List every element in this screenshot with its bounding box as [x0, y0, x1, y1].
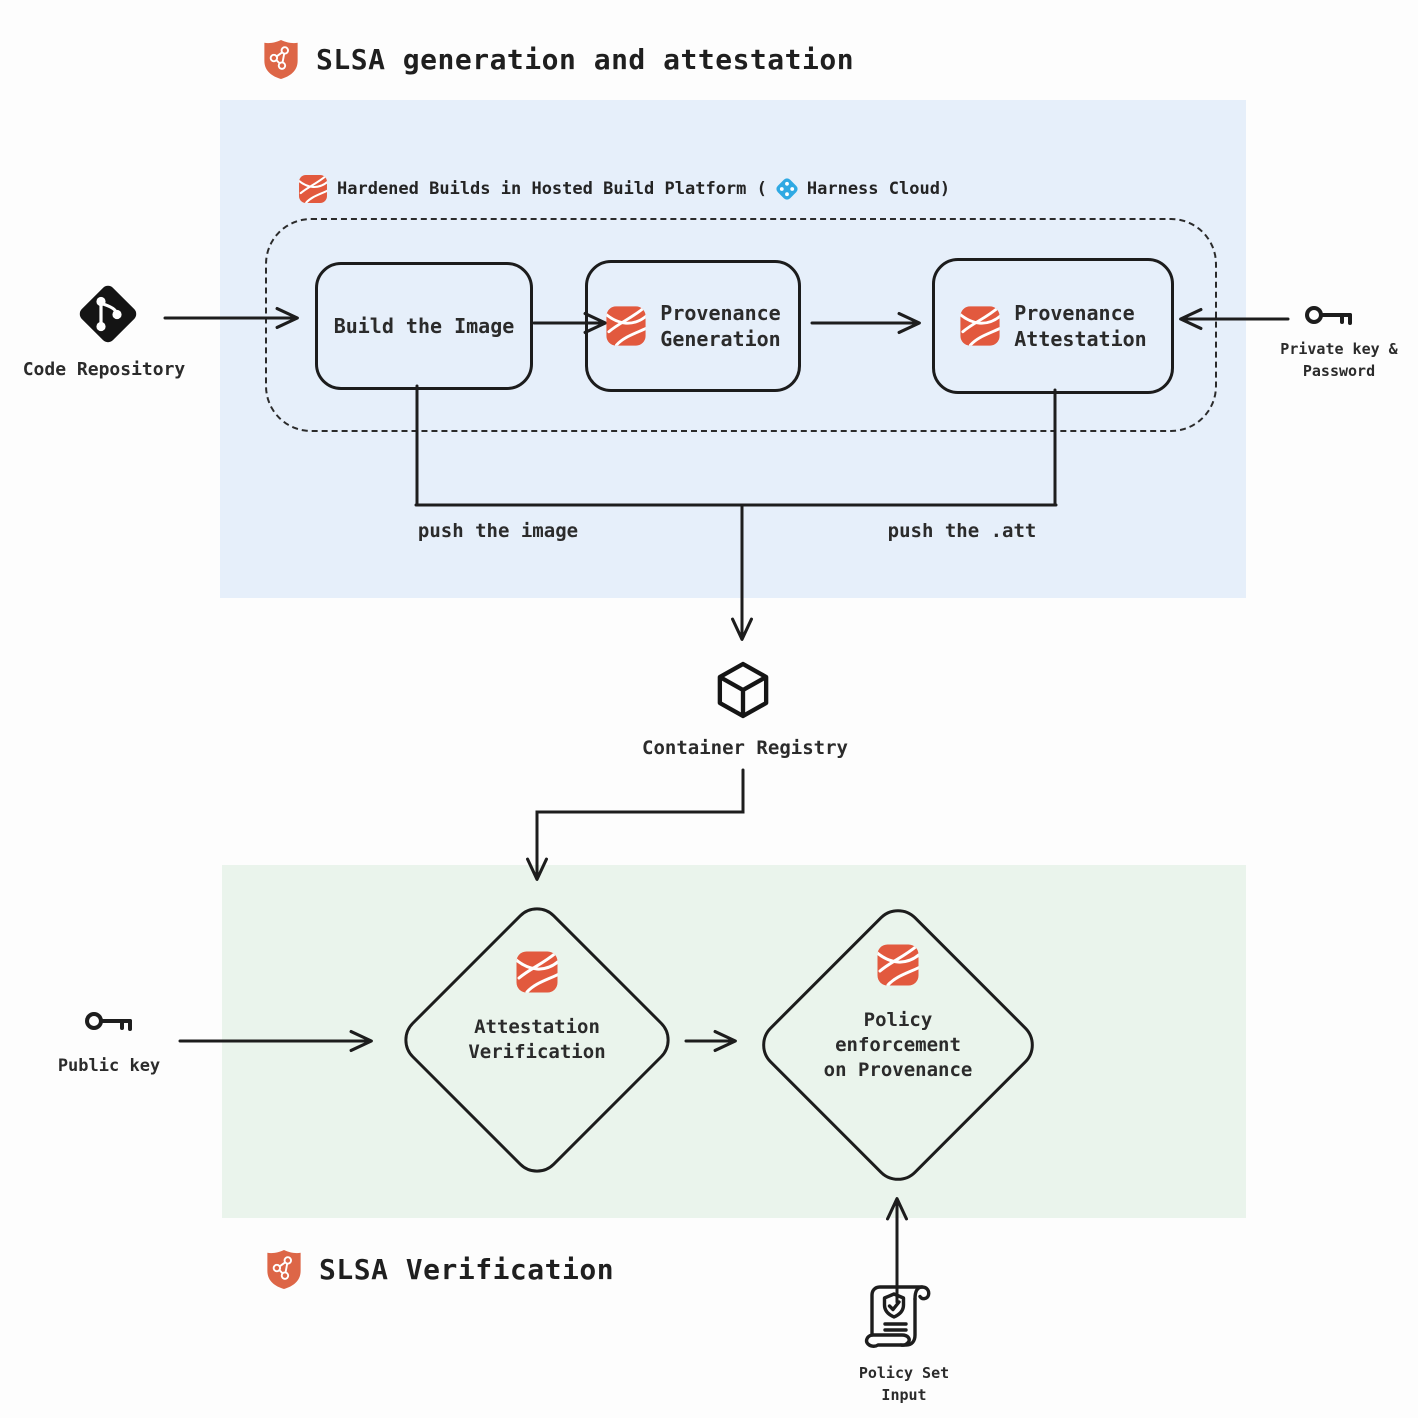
verification-title-text: SLSA Verification: [319, 1252, 615, 1286]
platform-label-suffix: Harness Cloud): [806, 179, 951, 199]
harness-icon: [605, 305, 647, 347]
platform-label: [298, 174, 950, 204]
private-key-label: Private key & Password: [1280, 340, 1398, 380]
node-build-image: [315, 262, 533, 390]
harness-icon: [959, 305, 1001, 347]
container-registry-label: Container Registry: [642, 737, 848, 759]
provenance-attestation-label: Provenance Attestation: [1014, 301, 1147, 351]
verification-panel: [222, 865, 1246, 1218]
container-registry-cube-icon: [716, 660, 770, 720]
node-provenance-attestation: [932, 258, 1174, 394]
platform-label-prefix: Hardened Builds in Hosted Build Platform (: [337, 179, 767, 199]
verification-title: [265, 1248, 614, 1290]
public-key-label: Public key: [57, 1056, 161, 1076]
build-image-label: Build the Image: [333, 314, 515, 338]
attestation-verification-label: Attestation Verification: [468, 1016, 606, 1063]
private-key-icon: [1304, 302, 1356, 329]
policy-scroll-icon: [858, 1278, 938, 1356]
node-provenance-generation: [585, 260, 801, 392]
slsa-shield-icon: [262, 38, 300, 80]
harness-icon: [876, 943, 920, 987]
git-icon: [74, 280, 142, 348]
slsa-shield-icon: [265, 1248, 303, 1290]
policy-enforcement-label: Policy enforcement on Provenance: [823, 1009, 973, 1081]
push-image-label: push the image: [417, 520, 579, 542]
push-att-label: push the .att: [887, 520, 1037, 542]
code-repository-label: Code Repository: [22, 359, 186, 380]
generation-title: [262, 38, 854, 80]
harness-icon: [515, 950, 559, 994]
arrow-registry-to-verification: [537, 770, 743, 878]
harness-icon: [298, 174, 328, 204]
public-key-icon: [84, 1008, 136, 1035]
generation-title-text: SLSA generation and attestation: [316, 42, 855, 76]
harness-cloud-icon: [772, 174, 802, 204]
provenance-generation-label: Provenance Generation: [660, 301, 781, 351]
policy-set-input-label: Policy Set Input: [858, 1364, 950, 1404]
